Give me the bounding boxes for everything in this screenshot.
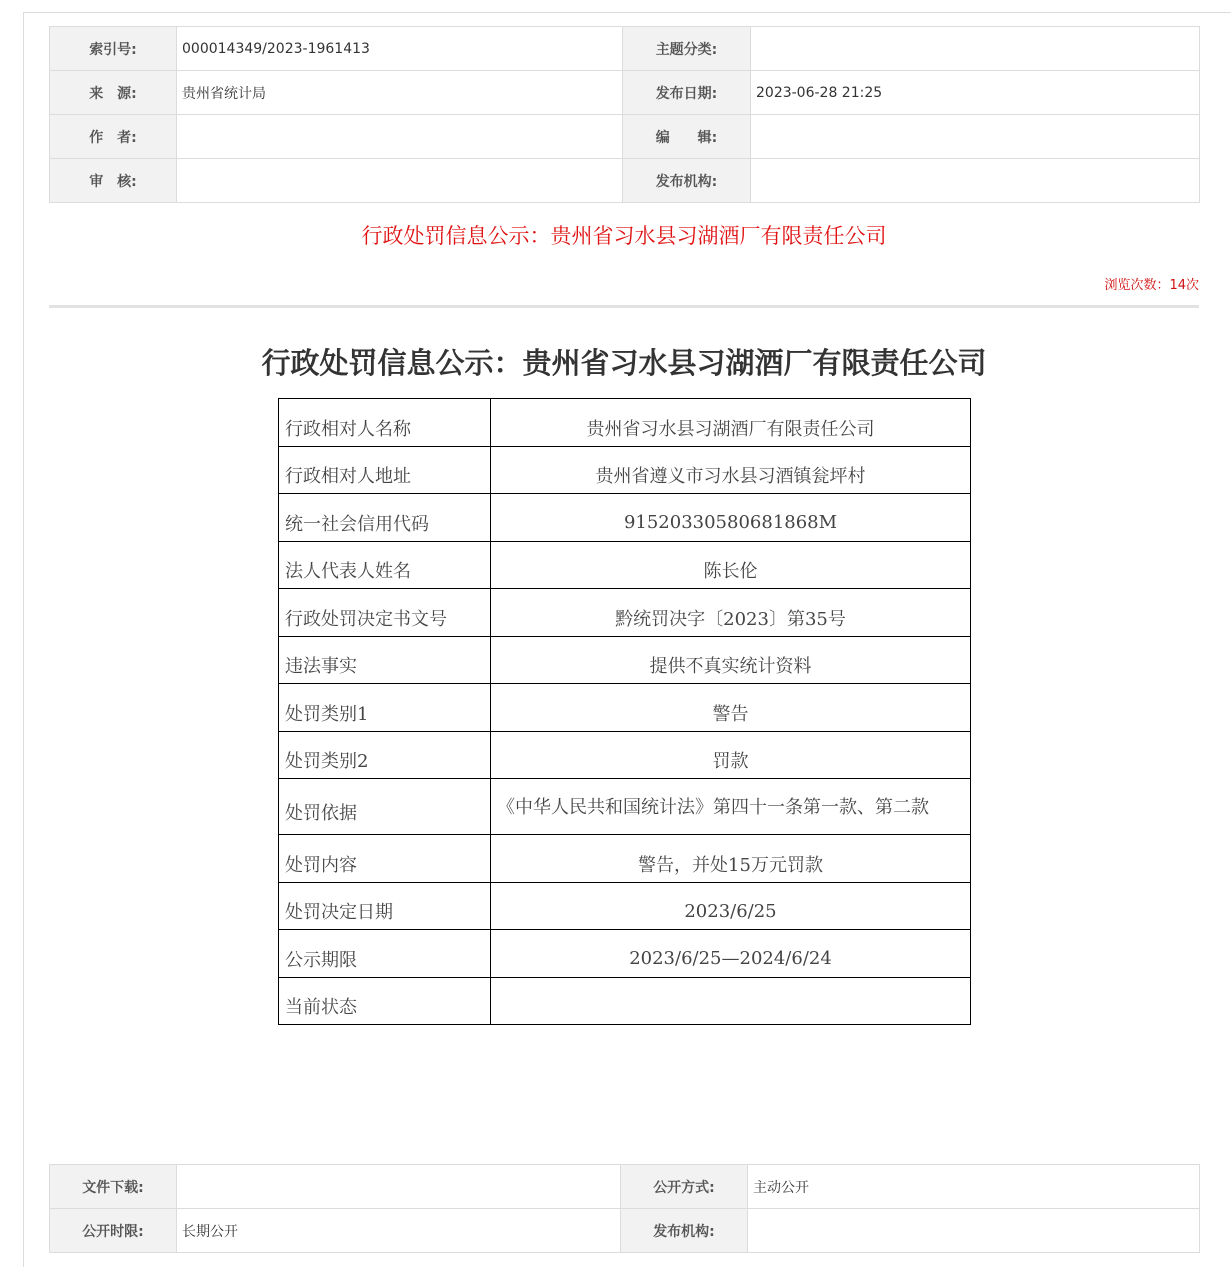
publisher-label: 发布机构: xyxy=(623,159,751,203)
table-row xyxy=(279,779,971,835)
open-method-label: 公开方式: xyxy=(621,1165,748,1209)
table-row xyxy=(279,447,971,494)
table-row xyxy=(279,399,971,447)
divider xyxy=(49,305,1199,308)
meta-row xyxy=(50,115,1200,159)
penalty-info-table xyxy=(278,398,971,1025)
reviewer-value xyxy=(177,159,623,203)
table-row xyxy=(279,883,971,930)
table-row xyxy=(279,930,971,978)
table-key: 违法事实 xyxy=(279,637,491,684)
table-key: 处罚类别1 xyxy=(279,684,491,732)
table-row xyxy=(279,835,971,883)
metadata-table-top xyxy=(49,26,1200,203)
metadata-table-bottom xyxy=(49,1164,1200,1253)
publish-date-label: 发布日期: xyxy=(623,71,751,115)
table-value: 2023/6/25 xyxy=(491,883,971,930)
open-period-label: 公开时限: xyxy=(50,1209,177,1253)
download-label: 文件下载: xyxy=(50,1165,177,1209)
topic-value xyxy=(751,27,1200,71)
table-row xyxy=(279,978,971,1025)
bottom-publisher-value xyxy=(748,1209,1200,1253)
open-period-value: 长期公开 xyxy=(177,1209,621,1253)
table-key: 公示期限 xyxy=(279,930,491,978)
table-row xyxy=(279,732,971,779)
author-value xyxy=(177,115,623,159)
page-title: 行政处罚信息公示：贵州省习水县习湖酒厂有限责任公司 xyxy=(361,224,887,248)
index-no-label: 索引号: xyxy=(50,27,177,71)
meta-row xyxy=(50,159,1200,203)
open-method-value: 主动公开 xyxy=(748,1165,1200,1209)
editor-value xyxy=(751,115,1200,159)
download-value xyxy=(177,1165,621,1209)
table-key: 行政相对人地址 xyxy=(279,447,491,494)
meta-row xyxy=(50,27,1200,71)
publisher-value xyxy=(751,159,1200,203)
table-row xyxy=(279,589,971,637)
table-key: 行政处罚决定书文号 xyxy=(279,589,491,637)
meta-row xyxy=(50,71,1200,115)
meta-row xyxy=(50,1165,1200,1209)
table-row xyxy=(279,542,971,589)
view-count: 浏览次数：14次 xyxy=(1104,278,1199,293)
table-value: 警告 xyxy=(491,684,971,732)
table-key: 法人代表人姓名 xyxy=(279,542,491,589)
document-title: 行政处罚信息公示：贵州省习水县习湖酒厂有限责任公司 xyxy=(261,346,987,380)
table-key: 处罚类别2 xyxy=(279,732,491,779)
table-value: 91520330580681868M xyxy=(491,494,971,542)
table-value: 提供不真实统计资料 xyxy=(491,637,971,684)
table-key: 统一社会信用代码 xyxy=(279,494,491,542)
reviewer-label: 审 核: xyxy=(50,159,177,203)
table-key: 处罚依据 xyxy=(279,779,491,835)
table-row xyxy=(279,494,971,542)
table-value: 2023/6/25—2024/6/24 xyxy=(491,930,971,978)
source-value: 贵州省统计局 xyxy=(177,71,623,115)
source-label: 来 源: xyxy=(50,71,177,115)
table-value: 贵州省遵义市习水县习酒镇瓮坪村 xyxy=(491,447,971,494)
table-key: 行政相对人名称 xyxy=(279,399,491,447)
table-value: 警告，并处15万元罚款 xyxy=(491,835,971,883)
table-key: 处罚内容 xyxy=(279,835,491,883)
table-value: 陈长伦 xyxy=(491,542,971,589)
table-value: 《中华人民共和国统计法》第四十一条第一款、第二款 xyxy=(491,779,971,835)
author-label: 作 者: xyxy=(50,115,177,159)
editor-label: 编 辑: xyxy=(623,115,751,159)
publish-date-value: 2023-06-28 21:25 xyxy=(751,71,1200,115)
table-key: 当前状态 xyxy=(279,978,491,1025)
table-value: 罚款 xyxy=(491,732,971,779)
index-no-value: 000014349/2023-1961413 xyxy=(177,27,623,71)
table-row xyxy=(279,684,971,732)
table-value xyxy=(491,978,971,1025)
table-value: 黔统罚决字〔2023〕第35号 xyxy=(491,589,971,637)
table-key: 处罚决定日期 xyxy=(279,883,491,930)
table-row xyxy=(279,637,971,684)
table-value: 贵州省习水县习湖酒厂有限责任公司 xyxy=(491,399,971,447)
topic-label: 主题分类: xyxy=(623,27,751,71)
bottom-publisher-label: 发布机构: xyxy=(621,1209,748,1253)
meta-row xyxy=(50,1209,1200,1253)
